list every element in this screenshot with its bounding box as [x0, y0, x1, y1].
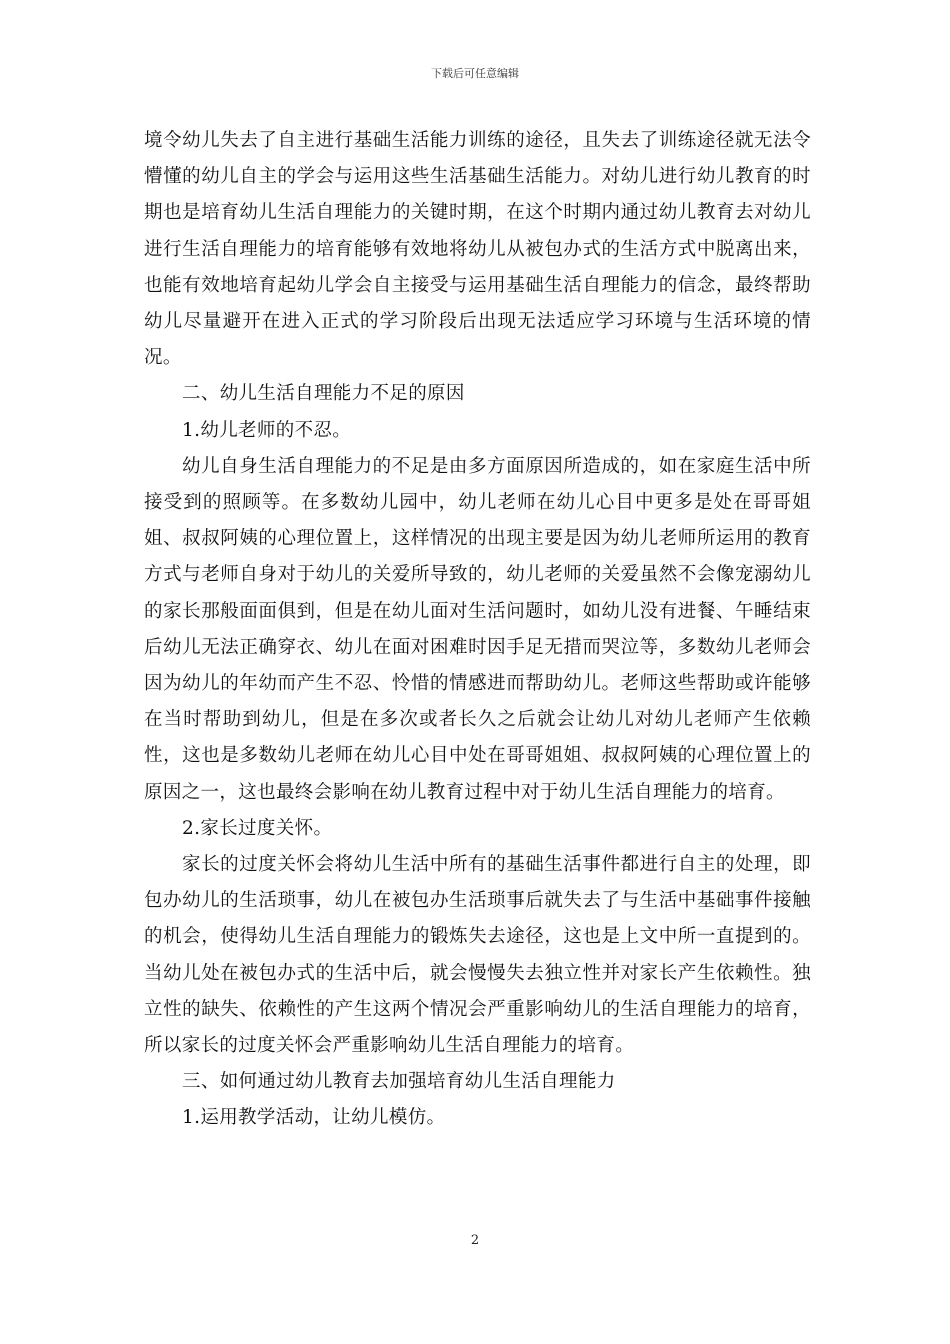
subheading-3-1: 1.运用教学活动，让幼儿模仿。 — [182, 1107, 446, 1129]
subheading-2-1: 1.幼儿老师的不忍。 — [182, 419, 352, 441]
subheading-2-2: 2.家长过度关怀。 — [182, 817, 333, 839]
body-paragraph: 家长的过度关怀会将幼儿生活中所有的基础生活事件都进行自主的处理，即包办幼儿的生活琐事，幼儿在被包办生活琐事后就失去了与生活中基础事件接触的机会，使得幼儿生活自理能力的锻炼失去途径，这也是上文中所一直提到的。当幼儿处在被包办式的生活中后，就会慢慢失去独立性并对家长产生依赖性。独立性的缺失、依赖性的产生这两个情况会严重影响幼儿的生活自理能力的培育，所以家长的过度关怀会严重影响幼儿生活自理能力的培育。 — [144, 854, 811, 1057]
body-paragraph-continued: 境令幼儿失去了自主进行基础生活能力训练的途径，且失去了训练途径就无法令懵懂的幼儿自主的学会与运用这些生活基础生活能力。对幼儿进行幼儿教育的时期也是培育幼儿生活自理能力的关键时期，在这个时期内通过幼儿教育去对幼儿进行生活自理能力的培育能够有效地将幼儿从被包办式的生活方式中脱离出来，也能有效地培育起幼儿学会自主接受与运用基础生活自理能力的信念，最终帮助幼儿尽量避开在进入正式的学习阶段后出现无法适应学习环境与生活环境的情况。 — [144, 130, 811, 369]
section-heading-3: 三、如何通过幼儿教育去加强培育幼儿生活自理能力 — [182, 1071, 616, 1093]
section-heading-2: 二、幼儿生活自理能力不足的原因 — [182, 383, 465, 405]
page-number: 2 — [470, 1233, 480, 1248]
body-paragraph: 幼儿自身生活自理能力的不足是由多方面原因所造成的，如在家庭生活中所接受到的照顾等。在多数幼儿园中，幼儿老师在幼儿心目中更多是处在哥哥姐姐、叔叔阿姨的心理位置上，这样情况的出现主要是因为幼儿老师所运用的教育方式与老师自身对于幼儿的关爱所导致的，幼儿老师的关爱虽然不会像宠溺幼儿的家长那般面面俱到，但是在幼儿面对生活问题时，如幼儿没有进餐、午睡结束后幼儿无法正确穿衣、幼儿在面对困难时因手足无措而哭泣等，多数幼儿老师会因为幼儿的年幼而产生不忍、怜惜的情感进而帮助幼儿。老师这些帮助或许能够在当时帮助到幼儿，但是在多次或者长久之后就会让幼儿对幼儿老师产生依赖性，这也是多数幼儿老师在幼儿心目中处在哥哥姐姐、叔叔阿姨的心理位置上的原因之一，这也最终会影响在幼儿教育过程中对于幼儿生活自理能力的培育。 — [144, 455, 811, 803]
page-header: 下载后可任意编辑 — [431, 67, 519, 80]
document-body — [144, 123, 811, 1137]
